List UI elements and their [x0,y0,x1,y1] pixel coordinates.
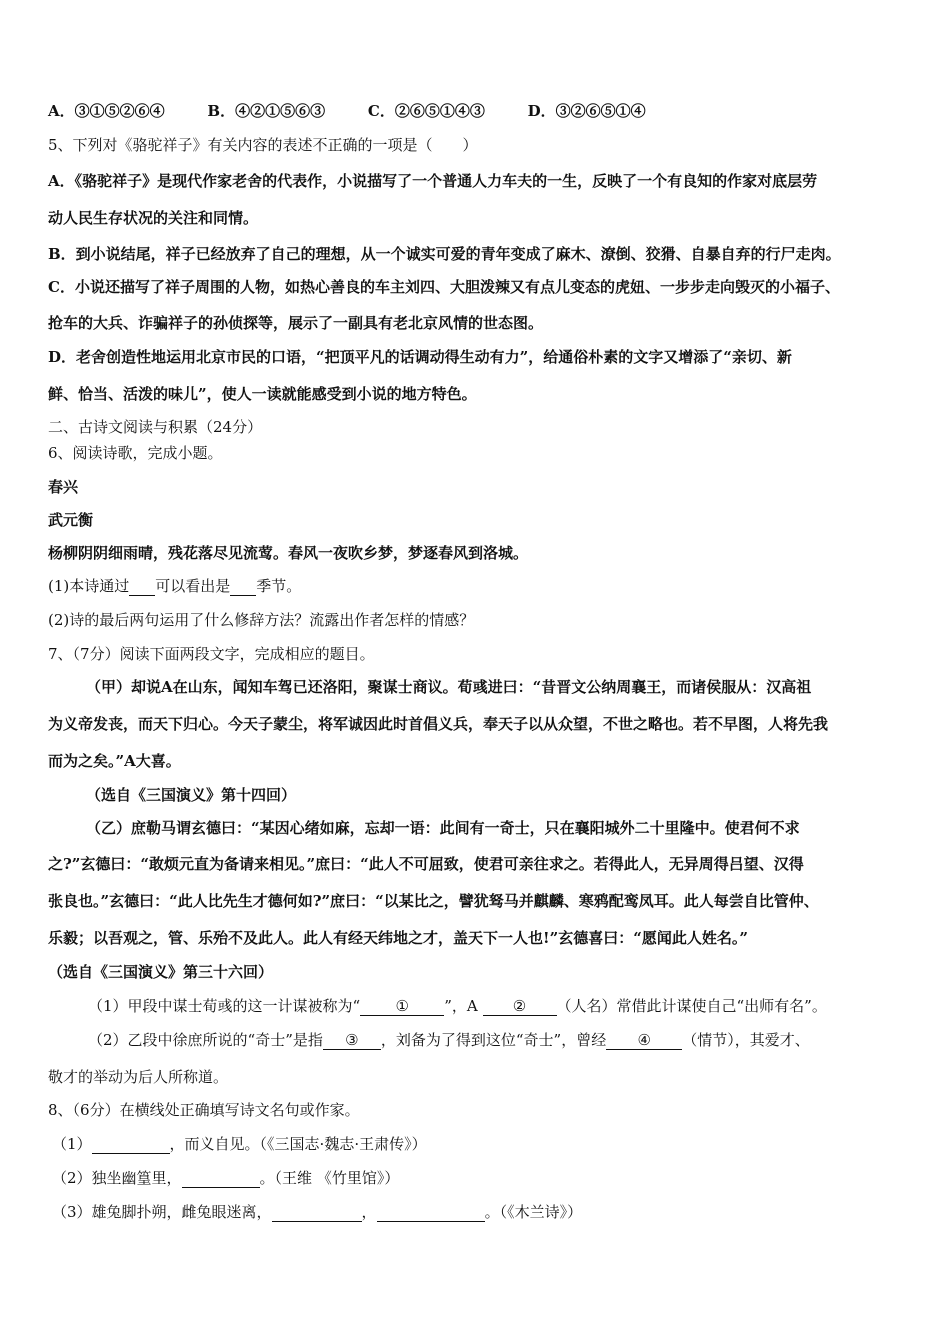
blank [92,1135,170,1154]
option-c: C．②⑥⑤①④③ [367,102,485,120]
q8-item-3: （3）雄兔脚扑朔，雌兔眼迷离， ， 。（《木兰诗》） [52,1203,583,1221]
q5-option-b: B．到小说结尾，祥子已经放弃了自己的理想，从一个诚实可爱的青年变成了麻木、潦倒、狡猾、自暴自弃的行尸走肉。 [48,245,841,263]
q5-option-a-line2: 动人民生存状况的关注和同情。 [48,209,259,227]
blank-2: ② [483,997,557,1016]
blank [272,1203,362,1222]
q5-option-a-line1: A．《骆驼祥子》是现代作家老舍的代表作，小说描写了一个普通人力车夫的一生，反映了一个有良知的作家对底层劳 [48,172,818,190]
blank-1: ① [360,997,444,1016]
blank [129,577,155,596]
passage-jia-line1: （甲）却说A在山东，闻知车驾已还洛阳，聚谋士商议。荀彧进曰：“昔晋文公纳周襄王，而诸侯服从：汉高祖 [86,678,812,696]
q5-option-d-line1: D．老舍创造性地运用北京市民的口语，“把顶平凡的话调动得生动有力”，给通俗朴素的文字又增添了“亲切、新 [48,348,792,366]
option-b: B．④②①⑤⑥③ [207,102,326,120]
passage-jia-line2: 为义帝发丧，而天下归心。今天子蒙尘，将军诚因此时首倡义兵，奉天子以从众望，不世之略也。若不早图，人将先我 [48,715,829,733]
q5-option-c-line1: C．小说还描写了祥子周围的人物，如热心善良的车主刘四、大胆泼辣又有点儿变态的虎妞、一步步走向毁灭的小福子、 [48,278,840,296]
q5-option-d-line2: 鲜、恰当、活泼的味儿”，使人一读就能感受到小说的地方特色。 [48,385,477,403]
passage-yi-line3: 张良也。”玄德曰：“此人比先生才德何如?”庶曰：“以某比之，譬犹驽马并麒麟、寒鸦配鸾凤耳。此人每尝自比管仲、 [48,892,819,910]
blank [182,1169,260,1188]
q7-subquestion-2: （2）乙段中徐庶所说的“奇士”是指 ③ ，刘备为了得到这位“奇士”，曾经 ④ （情节），其爱才、 [88,1031,810,1049]
blank [230,577,256,596]
passage-jia-line3: 而为之矣。”A大喜。 [48,752,181,770]
q6-subquestion-1: (1)本诗通过 可以看出是 季节。 [48,577,302,595]
poem-text: 杨柳阴阴细雨晴，残花落尽见流莺。春风一夜吹乡梦，梦逐春风到洛城。 [48,544,529,562]
poem-title: 春兴 [48,478,79,496]
passage-yi-line1: （乙）庶勒马谓玄德曰：“某因心绪如麻，忘却一语：此间有一奇士，只在襄阳城外二十里隆中。使君何不求 [86,819,800,837]
option-d: D．③②⑥⑤①④ [527,102,646,120]
passage-yi-source: （选自《三国演义》第三十六回） [48,963,274,981]
q7-subquestion-1: （1）甲段中谋士荀彧的这一计谋被称为“ ① ”，A ② （人名）常借此计谋使自己“出师有名”。 [88,997,827,1015]
q5-stem: 5、下列对《骆驼祥子》有关内容的表述不正确的一项是（ ） [48,136,478,154]
poem-author: 武元衡 [48,511,94,529]
passage-yi-line4: 乐毅；以吾观之，管、乐殆不及此人。此人有经天纬地之才，盖天下一人也!”玄德喜曰：“愿闻此人姓名。” [48,929,748,947]
q6-subquestion-2: (2)诗的最后两句运用了什么修辞方法？流露出作者怎样的情感？ [48,611,475,629]
passage-yi-line2: 之?”玄德曰：“敢烦元直为备请来相见。”庶曰：“此人不可屈致，使君可亲往求之。若得此人，无异周得吕望、汉得 [48,855,804,873]
passage-jia-source: （选自《三国演义》第十四回） [86,786,297,804]
q8-item-2: （2）独坐幽篁里， 。（王维 《竹里馆》） [52,1169,400,1187]
q5-option-c-line2: 抢车的大兵、诈骗祥子的孙侦探等，展示了一副具有老北京风情的世态图。 [48,314,544,332]
q7-subquestion-2-cont: 敬才的举动为后人所称道。 [48,1068,229,1086]
blank-4: ④ [606,1031,682,1050]
option-a: A．③①⑤②⑥④ [48,102,165,120]
q6-stem: 6、阅读诗歌，完成小题。 [48,444,223,462]
blank [377,1203,485,1222]
blank-3: ③ [323,1031,381,1050]
q7-stem: 7、（7分）阅读下面两段文字，完成相应的题目。 [48,645,375,663]
q4-options [48,100,684,122]
section-heading: 二、古诗文阅读与积累（24分） [48,418,263,436]
q8-stem: 8、（6分）在横线处正确填写诗文名句或作家。 [48,1101,360,1119]
q8-item-1: （1） ，而义自见。（《三国志·魏志·王肃传》） [52,1135,427,1153]
